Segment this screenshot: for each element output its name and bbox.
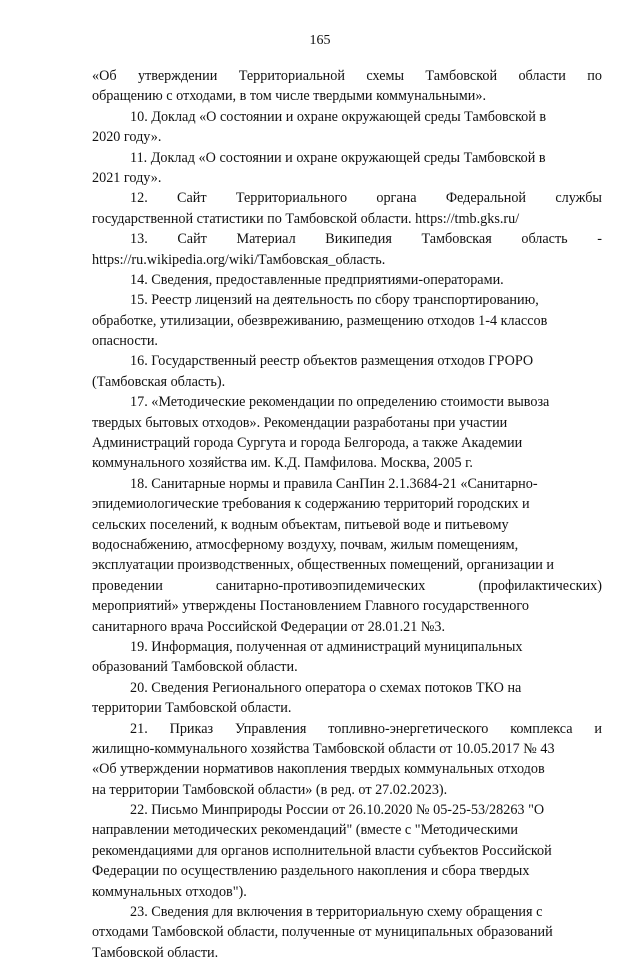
list-item-11: 11. Доклад «О состоянии и охране окружающей среды Тамбовской в [130, 149, 546, 166]
text-line: 2021 году». [92, 169, 162, 186]
page-number: 165 [309, 33, 331, 48]
word: Приказ [169, 720, 214, 737]
word: Территориальной [238, 68, 345, 84]
word: Материал [236, 231, 296, 248]
word: органа [376, 190, 417, 207]
text-line: коммунального хозяйства им. К.Д. Памфилова. Москва, 2005 г. [92, 455, 473, 472]
list-item-16: 16. Государственный реестр объектов размещения отходов ГРОРО [130, 353, 534, 370]
text-line: Федерации по осуществлению раздельного накопления и сбора твердых [92, 863, 530, 880]
text-line: отходами Тамбовской области, полученные от муниципальных образований [92, 924, 553, 941]
text-line: государственной статистики по Тамбовской области. https://tmb.gks.ru/ [92, 210, 520, 227]
word: Тамбовская [421, 231, 492, 248]
text-line: образований Тамбовской области. [92, 659, 298, 676]
text-line [92, 576, 602, 596]
text-line: «Об утверждении нормативов накопления твердых коммунальных отходов [92, 761, 545, 778]
text-line: Администраций города Сургута и города Белгорода, а также Академии [92, 435, 523, 452]
word: комплекса [510, 720, 573, 737]
text-line: водоснабжению, атмосферному воздуху, почвам, жилым помещениям, [92, 536, 519, 553]
list-item-20: 20. Сведения Регионального оператора о схемах потоков ТКО на [130, 679, 522, 696]
text-line: территории Тамбовской области. [92, 700, 292, 717]
word: Федеральной [445, 190, 527, 207]
word: службы [555, 190, 602, 207]
text-line: опасности. [92, 333, 158, 350]
list-item-21 [92, 719, 602, 739]
word: (профилактических) [478, 577, 602, 594]
word: утверждении [137, 68, 218, 84]
list-item-15: 15. Реестр лицензий на деятельность по сбору транспортированию, [130, 292, 539, 309]
text-line: сельских поселений, к водным объектам, питьевой воде и питьевому [92, 516, 509, 533]
text-line: обращению с отходами, в том числе твердыми коммунальными». [92, 88, 487, 105]
word: санитарно-противоэпидемических [215, 577, 426, 594]
text-line: мероприятий» утверждены Постановлением Главного государственного [92, 598, 529, 615]
word: 12. [130, 190, 148, 207]
text-line: эксплуатации производственных, общественных помещений, организации и [92, 557, 554, 574]
list-item-19: 19. Информация, полученная от администраций муниципальных [130, 638, 523, 655]
text-line: обработке, утилизации, обезвреживанию, размещению отходов 1-4 классов [92, 312, 548, 329]
text-line: 2020 году». [92, 129, 162, 146]
text-line: рекомендациями для органов исполнительной власти субъектов Российской [92, 842, 552, 859]
word: Тамбовской [425, 68, 498, 84]
text-line: направлении методических рекомендаций" (вместе с "Методическими [92, 822, 518, 839]
word: - [597, 231, 602, 248]
text-line: на территории Тамбовской области» (в ред. от 27.02.2023). [92, 781, 448, 798]
text-line: эпидемиологические требования к содержанию территорий городских и [92, 496, 530, 513]
list-item-14: 14. Сведения, предоставленные предприятиями-операторами. [130, 271, 504, 288]
list-item-18: 18. Санитарные нормы и правила СанПин 2.1.3684-21 «Санитарно- [130, 475, 538, 492]
word: область [521, 231, 568, 248]
text-line: Тамбовской области. [92, 944, 219, 961]
list-item-13 [92, 229, 602, 249]
word: Сайт [177, 190, 207, 207]
word: Управления [234, 720, 307, 737]
text-line: коммунальных отходов"). [92, 883, 247, 900]
text-line [92, 66, 602, 86]
word: 13. [130, 231, 148, 248]
word: 21. [130, 720, 148, 737]
text-line: https://ru.wikipedia.org/wiki/Тамбовская_область. [92, 251, 386, 268]
list-item-23: 23. Сведения для включения в территориальную схему обращения с [130, 904, 543, 921]
word: схемы [366, 68, 405, 84]
list-item-10: 10. Доклад «О состоянии и охране окружающей среды Тамбовской в [130, 108, 547, 125]
list-item-22: 22. Письмо Минприроды России от 26.10.2020 № 05-25-53/28263 "О [130, 802, 545, 819]
text-line: (Тамбовская область). [92, 373, 226, 390]
word: по [587, 68, 602, 84]
word: «Об [92, 68, 117, 84]
word: Википедия [325, 231, 392, 248]
word: Территориального [235, 190, 348, 207]
word: топливно-энергетического [328, 720, 489, 737]
document-body [92, 66, 602, 963]
text-line: твердых бытовых отходов». Рекомендации разработаны при участии [92, 414, 508, 431]
word: проведении [92, 577, 163, 594]
text-line: санитарного врача Российской Федерации от 28.01.21 №3. [92, 618, 446, 635]
list-item-17: 17. «Методические рекомендации по определению стоимости вывоза [130, 394, 550, 411]
list-item-12 [92, 188, 602, 208]
word: и [594, 720, 602, 737]
word: Сайт [177, 231, 207, 248]
text-line: жилищно-коммунального хозяйства Тамбовской области от 10.05.2017 № 43 [92, 740, 555, 757]
word: области [518, 68, 566, 84]
